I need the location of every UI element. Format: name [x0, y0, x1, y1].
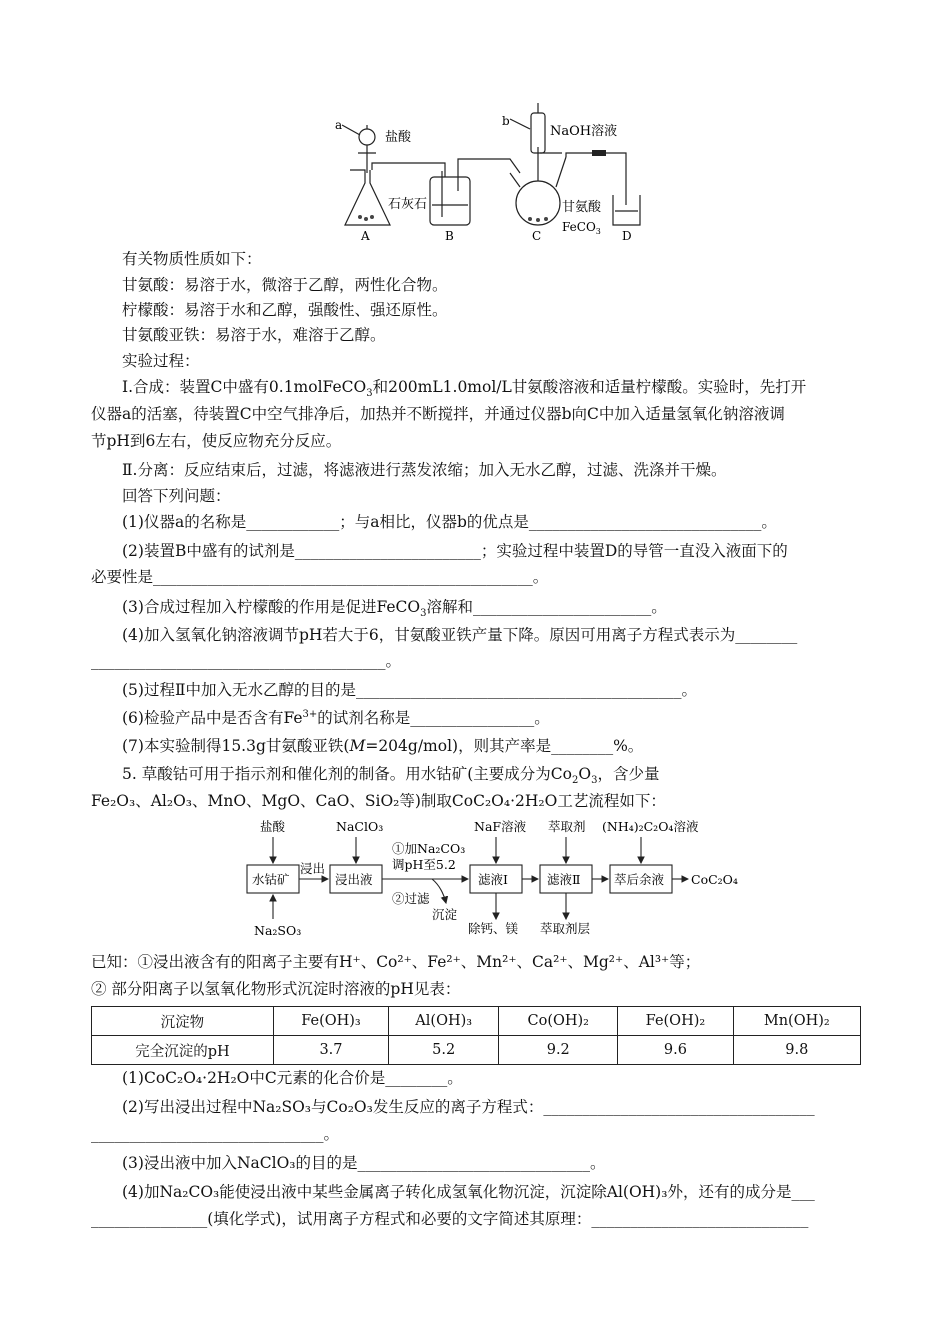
process-1d: 节pH到6左右，使反应物充分反应。: [91, 432, 342, 450]
prop-citric: 柠檬酸：易溶于水和乙醇，强酸性、强还原性。: [122, 301, 448, 319]
table-header: Mn(OH)₂: [733, 1007, 860, 1036]
flow-leach: 浸出: [300, 861, 326, 876]
sub-question-4a: (4)加Na₂CO₃能使浸出液中某些金属离子转化成氢氧化物沉淀，沉淀除Al(OH)₃外，还有的成分是___: [122, 1183, 815, 1201]
known-2: ② 部分阳离子以氢氧化物形式沉淀时溶液的pH见表：: [91, 980, 461, 998]
table-header: Fe(OH)₃: [273, 1007, 388, 1036]
flow-step2: ②过滤: [392, 891, 430, 906]
sub-question-4b: _______________(填化学式)，试用离子方程式和必要的文字简述其原理：____________________________: [91, 1210, 809, 1228]
flow-filtrate1: 滤液Ⅰ: [478, 872, 508, 887]
flow-extract-layer: 萃取剂层: [540, 921, 591, 936]
table-cell: 3.7: [273, 1036, 388, 1065]
apparatus-diagram: [330, 95, 660, 245]
question-1: (1)仪器a的名称是____________；与a相比，仪器b的优点是______________________________。: [122, 513, 777, 531]
answer-title: 回答下列问题：: [122, 487, 231, 505]
ph-table: [91, 1006, 861, 1065]
question-3: (3)合成过程加入柠檬酸的作用是促进FeCO$_3$溶解和_______________________。: [122, 598, 667, 620]
question-6: (6)检验产品中是否含有$Fe^{3+}$的试剂名称是________________。: [122, 708, 550, 727]
flow-filtrate2: 滤液Ⅱ: [547, 872, 581, 887]
question-5: (5)过程Ⅱ中加入无水乙醇的目的是__________________________________________。: [122, 681, 697, 699]
table-header: Al(OH)₃: [389, 1007, 499, 1036]
table-header: Fe(OH)₂: [618, 1007, 733, 1036]
props-title: 有关物质性质如下：: [122, 250, 262, 268]
table-cell: 9.2: [499, 1036, 618, 1065]
table-header: 沉淀物: [92, 1007, 274, 1036]
sub-question-2b: ______________________________。: [91, 1125, 340, 1143]
prop-ferrous-glycinate: 甘氨酸亚铁：易溶于水，难溶于乙醇。: [122, 326, 386, 344]
process-1a: Ⅰ.合成：装置C中盛有0.1molFeCO$_3$和200mL1.0mol/L甘氨酸溶液和适量柠檬酸。实验时，先打开: [122, 378, 807, 400]
label-limestone: 石灰石: [388, 197, 428, 212]
label-hcl: 盐酸: [385, 130, 412, 145]
flow-remaining: 萃后余液: [614, 872, 665, 887]
section-5-materials: Fe₂O₃、Al₂O₃、MnO、MgO、CaO、SiO₂等)制取CoC₂O₄·2H₂O工艺流程如下：: [91, 792, 666, 810]
flow-na2so3: Na₂SO₃: [254, 923, 302, 938]
process-1c: 仪器a的活塞，待装置C中空气排净后，加热并不断搅拌，并通过仪器b向C中加入适量氢氧化钠溶液调: [91, 405, 785, 423]
label-a: a: [335, 118, 343, 132]
table-row: [92, 1007, 861, 1036]
question-4b: ______________________________________。: [91, 652, 402, 670]
table-header: Co(OH)₂: [499, 1007, 618, 1036]
sub-question-3: (3)浸出液中加入NaClO₃的目的是______________________________。: [122, 1154, 606, 1172]
process-flowchart: [242, 815, 742, 940]
flow-product: CoC₂O₄: [691, 872, 738, 887]
section-5-intro: 5. 草酸钴可用于指示剂和催化剂的制备。用水钴矿(主要成分为$Co_2O_3$，含少量: [122, 765, 660, 787]
label-feco3: FeCO$_3$: [562, 220, 601, 236]
question-2a: (2)装置B中盛有的试剂是________________________；实验过程中装置D的导管一直没入液面下的: [122, 542, 788, 560]
flow-naclo3: NaClO₃: [336, 819, 384, 834]
flow-precipitate: 沉淀: [432, 907, 458, 922]
table-cell: 9.6: [618, 1036, 733, 1065]
sub-question-1: (1)CoC₂O₄·2H₂O中C元素的化合价是________。: [122, 1069, 463, 1087]
table-cell: 9.8: [733, 1036, 860, 1065]
flow-nh4-oxalate: (NH₄)₂C₂O₄溶液: [602, 819, 699, 834]
sub-question-2a: (2)写出浸出过程中Na₂SO₃与Co₂O₃发生反应的离子方程式：___________________________________: [122, 1098, 815, 1116]
label-b: b: [502, 114, 510, 128]
process-title: 实验过程：: [122, 352, 200, 370]
process-2: Ⅱ.分离：反应结束后，过滤，将滤液进行蒸发浓缩；加入无水乙醇，过滤、洗涤并干燥。: [122, 461, 727, 479]
question-2b: 必要性是_________________________________________________。: [91, 568, 549, 586]
label-C: C: [532, 229, 542, 243]
table-cell: 完全沉淀的pH: [92, 1036, 274, 1065]
label-glycine: 甘氨酸: [562, 200, 602, 215]
flow-leachate: 浸出液: [335, 872, 373, 887]
flow-remove-ca-mg: 除钙、镁: [468, 921, 519, 936]
prop-glycine: 甘氨酸：易溶于水，微溶于乙醇，两性化合物。: [122, 276, 448, 294]
known-1: 已知：①浸出液含有的阳离子主要有H⁺、Co²⁺、Fe²⁺、Mn²⁺、Ca²⁺、Mg²⁺、Al³⁺等；: [91, 953, 701, 971]
flow-ore: 水钴矿: [252, 872, 290, 887]
label-A: A: [361, 229, 370, 243]
flow-naf: NaF溶液: [474, 819, 527, 834]
flow-extractant: 萃取剂: [548, 819, 586, 834]
label-naoh: NaOH溶液: [550, 124, 618, 139]
question-4a: (4)加入氢氧化钠溶液调节pH若大于6，甘氨酸亚铁产量下降。原因可用离子方程式表示为________: [122, 626, 798, 644]
question-7: (7)本实验制得15.3g甘氨酸亚铁(M=204g/mol)，则其产率是________%。: [122, 737, 644, 755]
flow-step1: ①加Na₂CO₃: [392, 841, 466, 856]
table-row: [92, 1036, 861, 1065]
label-D: D: [622, 229, 632, 243]
flow-step1b: 调pH至5.2: [392, 857, 456, 872]
table-cell: 5.2: [389, 1036, 499, 1065]
flow-hcl: 盐酸: [260, 819, 286, 834]
label-B: B: [445, 229, 454, 243]
